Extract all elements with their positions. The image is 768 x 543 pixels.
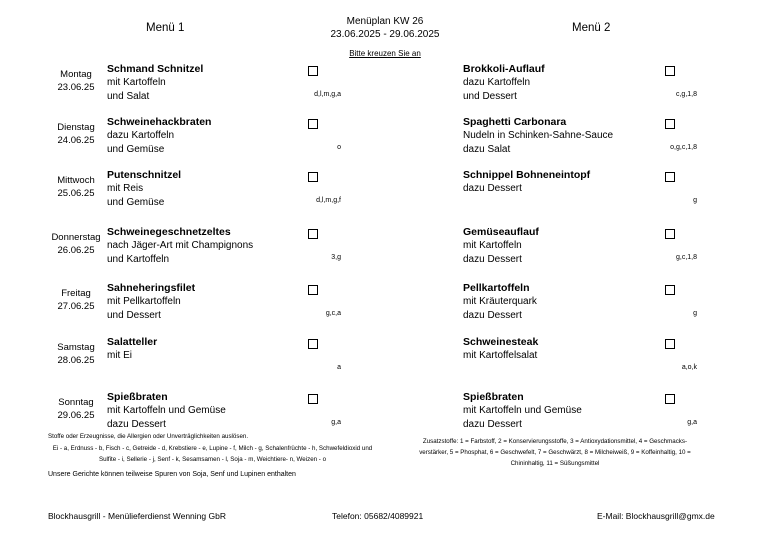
menu2-dish-line: mit Kräuterquark — [463, 296, 537, 307]
menu2-dish-line: mit Kartoffeln und Gemüse — [463, 405, 582, 416]
menu2-checkbox[interactable] — [665, 285, 675, 295]
menu1-dish — [107, 281, 195, 322]
menu1-checkbox[interactable] — [308, 339, 318, 349]
day-date: 24.06.25 — [57, 135, 95, 146]
menu1-dish — [107, 115, 211, 156]
menu1-dish-title: Salatteller — [107, 336, 158, 348]
menu1-codes: g,a — [331, 419, 341, 426]
menu1-dish-line: und Salat — [107, 90, 150, 102]
day-label — [50, 121, 102, 147]
menu2-dish — [463, 115, 613, 156]
menu2-dish-line: dazu Dessert — [463, 253, 522, 265]
footer-phone: Telefon: 05682/4089921 — [332, 511, 424, 521]
menu2-dish-line: mit Kartoffeln — [463, 240, 522, 251]
menu2-checkbox[interactable] — [665, 66, 675, 76]
menu1-codes: g,c,a — [325, 310, 341, 317]
menu2-codes: c,g,1,8 — [675, 91, 697, 98]
day-date: 25.06.25 — [57, 188, 95, 199]
day-name: Donnerstag — [51, 232, 101, 243]
day-name: Freitag — [61, 288, 91, 299]
menu2-dish-title: Pellkartoffeln — [463, 282, 530, 294]
menu1-dish-line: mit Kartoffeln — [107, 77, 166, 88]
menu2-dish-line: dazu Kartoffeln — [463, 77, 531, 88]
menu1-codes: a — [337, 364, 341, 371]
menu2-dish — [463, 335, 538, 363]
menu2-codes: a,o,k — [681, 364, 697, 371]
menu2-dish — [463, 225, 539, 266]
menu1-codes: d,l,m,g,f — [316, 197, 341, 204]
menu2-codes: g,c,1,8 — [675, 254, 697, 261]
menu2-dish — [463, 281, 537, 322]
menu1-checkbox[interactable] — [308, 66, 318, 76]
menu2-dish — [463, 62, 545, 103]
additives-line-3: Chininhaltig, 11 = Süßungsmittel — [510, 460, 600, 467]
footer-company: Blockhausgrill - Menülieferdienst Wenning GbR — [48, 511, 226, 521]
menu1-codes: 3,g — [331, 254, 341, 261]
day-name: Samstag — [57, 342, 95, 353]
day-label — [50, 287, 102, 313]
menu2-dish-title: Schweinesteak — [463, 336, 539, 348]
allergen-line-1: Ei - a, Erdnuss - b, Fisch - c, Getreide - d, Krebstiere - e, Lupine - f, Milch - g, Schalenfrüchte - h, Schwefeldioxid und — [52, 445, 373, 452]
additives-line-2: verstärker, 5 = Phosphat, 6 = Geschwefelt, 7 = Geschwärzt, 8 = Milcheiweiß, 9 = Koffeinhaltig, 10 = — [419, 449, 691, 456]
menu2-checkbox[interactable] — [665, 119, 675, 129]
menu2-dish-title: Spaghetti Carbonara — [463, 116, 567, 128]
menu1-dish-line: mit Pellkartoffeln — [107, 296, 181, 307]
menu1-dish — [107, 62, 203, 103]
day-label — [50, 68, 102, 94]
menu2-codes: g,a — [687, 419, 697, 426]
day-label — [50, 396, 102, 422]
menu1-dish-line: mit Kartoffeln und Gemüse — [107, 405, 226, 416]
menu2-checkbox[interactable] — [665, 394, 675, 404]
allergen-line-2: Sulfite - i, Sellerie - j, Senf - k, Sesamsamen - l, Soja - m, Weichtiere- n, Weizen - o — [98, 456, 327, 463]
menu2-checkbox[interactable] — [665, 172, 675, 182]
menu2-dish-line: mit Kartoffelsalat — [463, 350, 538, 361]
menu2-checkbox[interactable] — [665, 229, 675, 239]
menu1-checkbox[interactable] — [308, 119, 318, 129]
menu1-dish-title: Schweinegeschnetzeltes — [107, 226, 231, 238]
day-name: Sonntag — [58, 397, 94, 408]
menu1-codes: d,l,m,g,a — [314, 91, 341, 98]
menu1-codes: o — [337, 144, 341, 151]
menu2-dish-line: dazu Dessert — [463, 183, 522, 194]
menu1-checkbox[interactable] — [308, 285, 318, 295]
day-date: 28.06.25 — [57, 355, 95, 366]
menu1-dish-line: dazu Dessert — [107, 418, 166, 430]
day-date: 27.06.25 — [57, 301, 95, 312]
day-name: Montag — [60, 69, 92, 80]
menu2-dish-title: Spießbraten — [463, 391, 524, 403]
menu1-checkbox[interactable] — [308, 229, 318, 239]
menu1-dish — [107, 168, 181, 209]
menu1-dish-line: und Gemüse — [107, 196, 165, 208]
menu2-dish-title: Gemüseauflauf — [463, 226, 539, 238]
menu1-dish — [107, 390, 226, 431]
instruction-text: Bitte kreuzen Sie an — [349, 49, 421, 58]
menu1-dish-title: Spießbraten — [107, 391, 168, 403]
menu1-checkbox[interactable] — [308, 394, 318, 404]
menu1-dish-title: Schweinehackbraten — [107, 116, 212, 128]
footer-email: E-Mail: Blockhausgrill@gmx.de — [597, 511, 715, 521]
menu2-dish — [463, 390, 582, 431]
menu1-heading: Menü 1 — [146, 22, 185, 34]
menu2-codes: g — [693, 197, 697, 204]
plan-title: Menüplan KW 26 — [346, 16, 424, 27]
plan-date-range: 23.06.2025 - 29.06.2025 — [330, 29, 440, 40]
menu2-dish-line: dazu Salat — [463, 143, 511, 155]
day-label — [50, 174, 102, 200]
menu2-dish-line: Nudeln in Schinken-Sahne-Sauce — [463, 130, 614, 141]
menu1-dish-title: Schmand Schnitzel — [107, 63, 204, 75]
menu2-dish — [463, 168, 590, 196]
menu1-dish-title: Putenschnitzel — [107, 169, 182, 181]
menu2-dish-title: Brokkoli-Auflauf — [463, 63, 545, 75]
menu1-dish — [107, 335, 157, 363]
menu1-dish-line: nach Jäger-Art mit Champignons — [107, 240, 254, 251]
menu2-heading: Menü 2 — [572, 22, 611, 34]
day-date: 26.06.25 — [57, 245, 95, 256]
day-name: Dienstag — [57, 122, 95, 133]
menu1-dish-line: und Kartoffeln — [107, 253, 170, 265]
day-name: Mittwoch — [57, 175, 95, 186]
menu2-codes: g — [693, 310, 697, 317]
menu1-dish-line: und Dessert — [107, 309, 161, 321]
menu2-dish-title: Schnippel Bohneneintopf — [463, 169, 591, 181]
additives-line-1: Zusatzstoffe: 1 = Farbstoff, 2 = Konservierungsstoffe, 3 = Antioxydationsmittel, 4 = Geschmacks- — [422, 438, 688, 445]
menu2-dish-line: und Dessert — [463, 90, 517, 102]
menu2-dish-line: dazu Dessert — [463, 418, 522, 430]
menu1-checkbox[interactable] — [308, 172, 318, 182]
menu1-dish-line: mit Ei — [107, 350, 132, 361]
menu1-dish-line: und Gemüse — [107, 143, 165, 155]
day-label — [50, 341, 102, 367]
day-label — [50, 231, 102, 257]
day-date: 29.06.25 — [57, 410, 95, 421]
menu1-dish-line: mit Reis — [107, 183, 144, 194]
menu2-codes: o,g,c,1,8 — [670, 144, 697, 151]
day-date: 23.06.25 — [57, 82, 95, 93]
menu1-dish-line: dazu Kartoffeln — [107, 130, 175, 141]
menu2-dish-line: dazu Dessert — [463, 309, 522, 321]
menu1-dish — [107, 225, 253, 266]
traces-note: Unsere Gerichte können teilweise Spuren von Soja, Senf und Lupinen enthalten — [48, 471, 296, 478]
menu1-dish-title: Sahneheringsfilet — [107, 282, 196, 294]
menu2-checkbox[interactable] — [665, 339, 675, 349]
allergen-intro: Stoffe oder Erzeugnisse, die Allergien oder Unverträglichkeiten auslösen. — [48, 433, 249, 440]
